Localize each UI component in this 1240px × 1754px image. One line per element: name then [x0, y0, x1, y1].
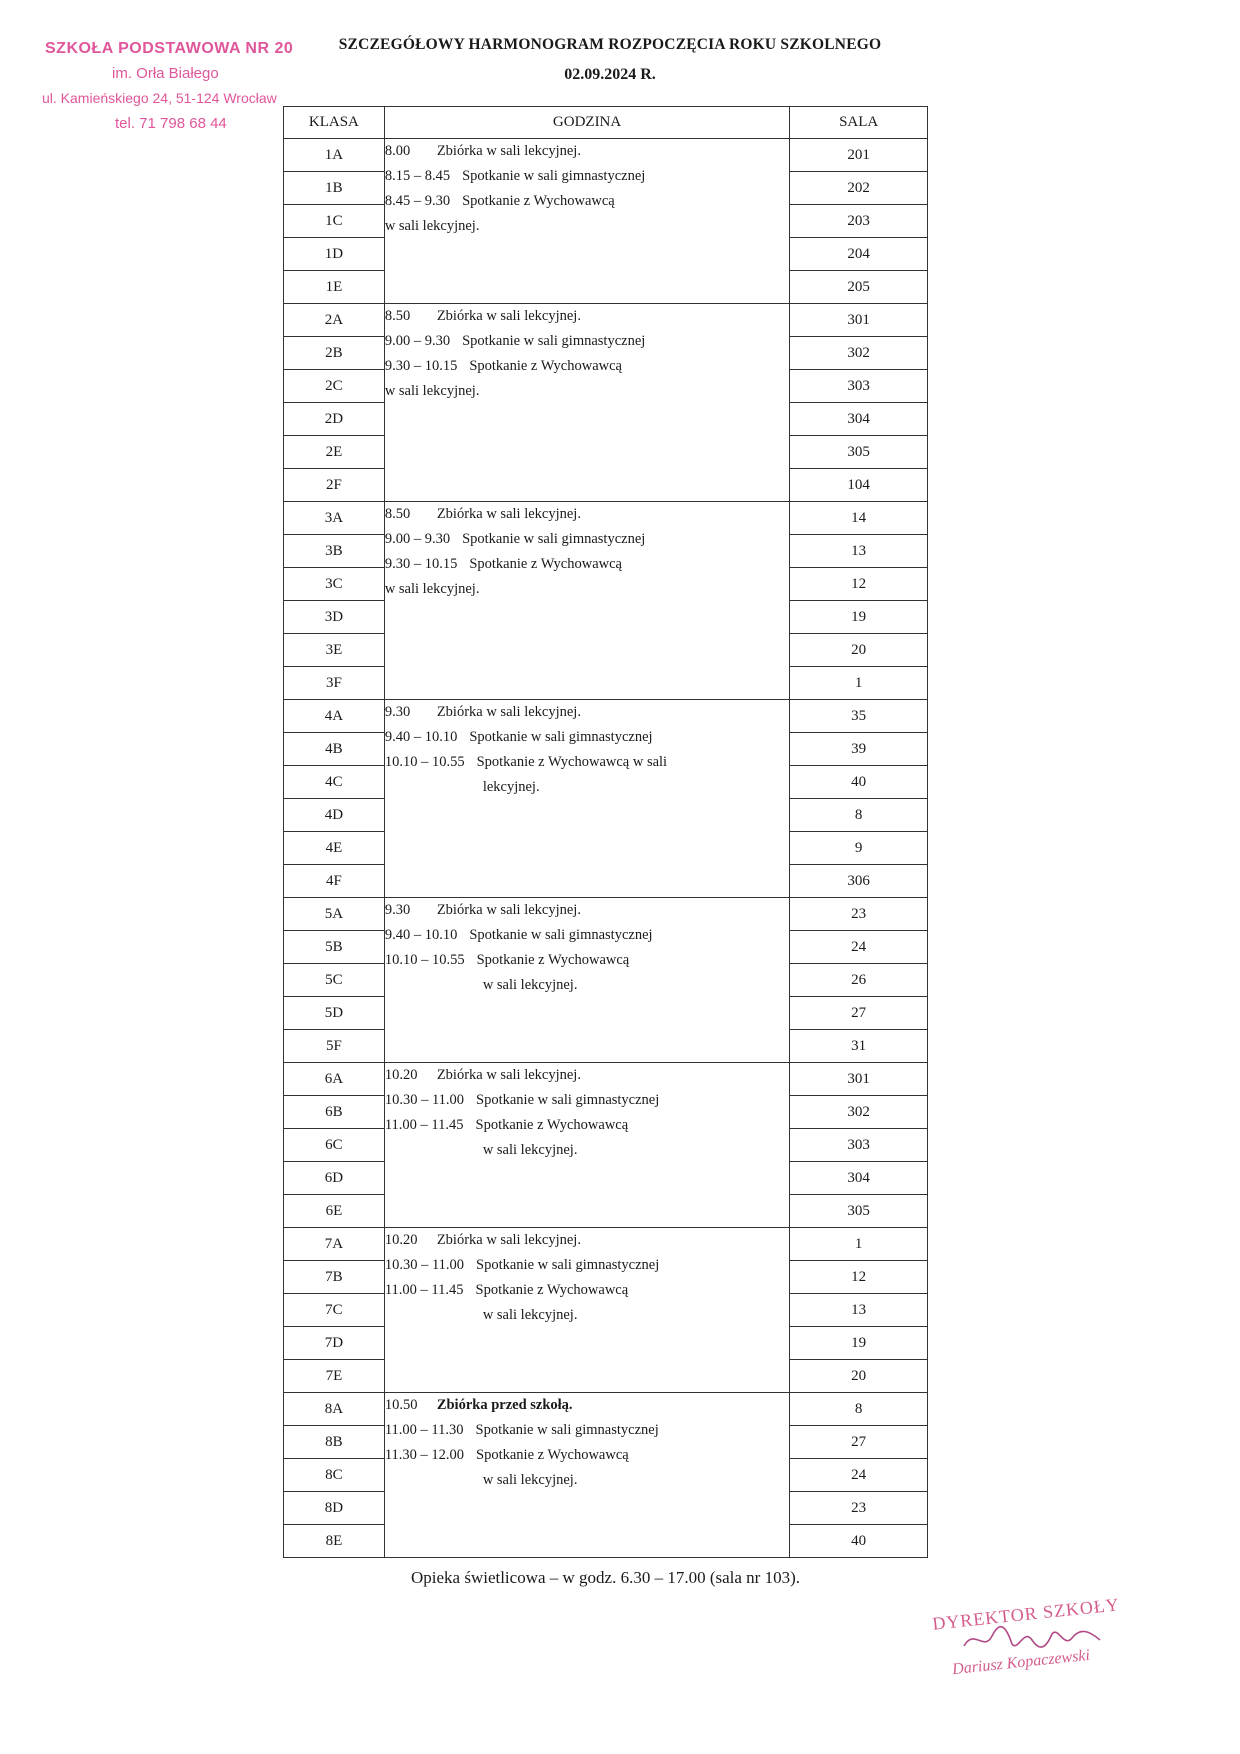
- room-cell: 19: [790, 1327, 928, 1360]
- schedule-line: [385, 700, 790, 725]
- schedule-text: w sali lekcyjnej.: [384, 218, 480, 234]
- table-row: [284, 1393, 928, 1426]
- schedule-text: lekcyjnej.: [482, 779, 540, 795]
- schedule-line: [385, 379, 790, 404]
- schedule-cell: [384, 1063, 790, 1228]
- column-header-godzina: GODZINA: [384, 107, 790, 139]
- schedule-line: [385, 214, 790, 239]
- class-cell: 6E: [284, 1195, 385, 1228]
- room-cell: 203: [790, 205, 928, 238]
- class-cell: 3C: [284, 568, 385, 601]
- class-cell: 3A: [284, 502, 385, 535]
- room-cell: 12: [790, 568, 928, 601]
- class-cell: 8E: [284, 1525, 385, 1558]
- stamp-patron: im. Orła Białego: [112, 65, 219, 82]
- class-cell: 2D: [284, 403, 385, 436]
- schedule-line: [385, 1228, 790, 1253]
- schedule-line: [385, 1303, 790, 1328]
- schedule-cell: [384, 139, 790, 304]
- class-cell: 5F: [284, 1030, 385, 1063]
- schedule-text: w sali lekcyjnej.: [482, 1472, 578, 1488]
- schedule-time: 8.15 – 8.45: [384, 168, 451, 184]
- schedule-time: 8.45 – 9.30: [384, 193, 451, 209]
- schedule-text: Zbiórka w sali lekcyjnej.: [436, 902, 581, 918]
- schedule-text: Spotkanie w sali gimnastycznej: [475, 1422, 659, 1438]
- room-cell: 26: [790, 964, 928, 997]
- schedule-line: [385, 1443, 790, 1468]
- schedule-time: 10.10 – 10.55: [384, 952, 465, 968]
- schedule-time: 9.00 – 9.30: [384, 333, 451, 349]
- schedule-text: Spotkanie z Wychowawcą: [476, 952, 630, 968]
- schedule-line: [385, 552, 790, 577]
- room-cell: 104: [790, 469, 928, 502]
- schedule-text: w sali lekcyjnej.: [482, 1307, 578, 1323]
- class-cell: 7A: [284, 1228, 385, 1261]
- schedule-cell: [384, 1393, 790, 1558]
- room-cell: 305: [790, 436, 928, 469]
- room-cell: 24: [790, 1459, 928, 1492]
- schedule-text: Zbiórka w sali lekcyjnej.: [436, 143, 581, 159]
- schedule-text: Zbiórka w sali lekcyjnej.: [436, 506, 581, 522]
- schedule-text: Spotkanie z Wychowawcą: [476, 1447, 629, 1463]
- room-cell: 303: [790, 370, 928, 403]
- schedule-text: Spotkanie z Wychowawcą w sali: [476, 754, 668, 770]
- schedule-time: 11.30 – 12.00: [384, 1447, 465, 1463]
- class-cell: 5C: [284, 964, 385, 997]
- signature-title: DYREKTOR SZKOŁY: [931, 1594, 1121, 1634]
- schedule-text: Spotkanie w sali gimnastycznej: [462, 333, 646, 349]
- schedule-line: [385, 973, 790, 998]
- schedule-text: Spotkanie w sali gimnastycznej: [469, 927, 653, 943]
- schedule-line: [385, 577, 790, 602]
- class-cell: 7C: [284, 1294, 385, 1327]
- class-cell: 3B: [284, 535, 385, 568]
- schedule-line: [385, 502, 790, 527]
- schedule-cell: [384, 700, 790, 898]
- room-cell: 302: [790, 1096, 928, 1129]
- document-date: 02.09.2024 R.: [564, 66, 656, 83]
- schedule-text: w sali lekcyjnej.: [482, 1142, 578, 1158]
- schedule-text: Spotkanie z Wychowawcą: [469, 556, 622, 572]
- column-header-sala: SALA: [790, 107, 928, 139]
- schedule-time: 10.30 – 11.00: [384, 1092, 465, 1108]
- schedule-text: Spotkanie w sali gimnastycznej: [476, 1257, 660, 1273]
- schedule-line: [385, 775, 790, 800]
- table-row: [284, 502, 928, 535]
- room-cell: 27: [790, 1426, 928, 1459]
- room-cell: 13: [790, 1294, 928, 1327]
- class-cell: 8C: [284, 1459, 385, 1492]
- schedule-table: [283, 106, 928, 1558]
- schedule-text: Spotkanie z Wychowawcą: [469, 358, 622, 374]
- room-cell: 202: [790, 172, 928, 205]
- class-cell: 5B: [284, 931, 385, 964]
- class-cell: 1B: [284, 172, 385, 205]
- room-cell: 302: [790, 337, 928, 370]
- class-cell: 1A: [284, 139, 385, 172]
- room-cell: 40: [790, 1525, 928, 1558]
- table-header-row: [284, 107, 928, 139]
- class-cell: 4A: [284, 700, 385, 733]
- schedule-line: [385, 139, 790, 164]
- schedule-text: Zbiórka przed szkołą.: [436, 1397, 573, 1413]
- schedule-line: [385, 1418, 790, 1443]
- schedule-line: [385, 898, 790, 923]
- class-cell: 7E: [284, 1360, 385, 1393]
- class-cell: 3E: [284, 634, 385, 667]
- class-cell: 6B: [284, 1096, 385, 1129]
- schedule-text: Spotkanie z Wychowawcą: [462, 193, 615, 209]
- schedule-text: w sali lekcyjnej.: [384, 383, 480, 399]
- schedule-text: Spotkanie w sali gimnastycznej: [462, 168, 646, 184]
- schedule-text: Spotkanie w sali gimnastycznej: [476, 1092, 660, 1108]
- schedule-line: [385, 1253, 790, 1278]
- class-cell: 6A: [284, 1063, 385, 1096]
- schedule-line: [385, 329, 790, 354]
- room-cell: 20: [790, 634, 928, 667]
- class-cell: 7D: [284, 1327, 385, 1360]
- schedule-time: 9.00 – 9.30: [384, 531, 451, 547]
- column-header-klasa: KLASA: [284, 107, 385, 139]
- schedule-time: 10.10 – 10.55: [384, 754, 465, 770]
- class-cell: 2E: [284, 436, 385, 469]
- schedule-line: [385, 1468, 790, 1493]
- table-row: [284, 700, 928, 733]
- schedule-text: Spotkanie w sali gimnastycznej: [462, 531, 646, 547]
- class-cell: 4E: [284, 832, 385, 865]
- room-cell: 306: [790, 865, 928, 898]
- class-cell: 2F: [284, 469, 385, 502]
- schedule-line: [385, 304, 790, 329]
- schedule-line: [385, 527, 790, 552]
- room-cell: 23: [790, 898, 928, 931]
- director-signature-stamp: [930, 1594, 1150, 1684]
- schedule-time: 8.50: [384, 308, 411, 324]
- schedule-line: [385, 164, 790, 189]
- schedule-text: Spotkanie w sali gimnastycznej: [469, 729, 653, 745]
- schedule-line: [385, 1278, 790, 1303]
- room-cell: 204: [790, 238, 928, 271]
- room-cell: 24: [790, 931, 928, 964]
- table-row: [284, 1063, 928, 1096]
- schedule-text: Zbiórka w sali lekcyjnej.: [436, 704, 581, 720]
- class-cell: 6C: [284, 1129, 385, 1162]
- class-cell: 3F: [284, 667, 385, 700]
- room-cell: 1: [790, 667, 928, 700]
- table-row: [284, 1228, 928, 1261]
- schedule-time: 11.00 – 11.30: [384, 1422, 464, 1438]
- room-cell: 301: [790, 304, 928, 337]
- schedule-time: 10.20: [384, 1067, 418, 1083]
- schedule-time: 11.00 – 11.45: [384, 1282, 464, 1298]
- class-cell: 4C: [284, 766, 385, 799]
- schedule-line: [385, 948, 790, 973]
- schedule-time: 9.40 – 10.10: [384, 729, 458, 745]
- schedule-time: 11.00 – 11.45: [384, 1117, 464, 1133]
- class-cell: 1D: [284, 238, 385, 271]
- class-cell: 2A: [284, 304, 385, 337]
- schedule-line: [385, 354, 790, 379]
- stamp-school-name: SZKOŁA PODSTAWOWA NR 20: [45, 40, 294, 57]
- schedule-text: Zbiórka w sali lekcyjnej.: [436, 1232, 581, 1248]
- schedule-time: 9.30 – 10.15: [384, 556, 458, 572]
- footer-note: Opieka świetlicowa – w godz. 6.30 – 17.00 (sala nr 103).: [410, 1568, 801, 1587]
- stamp-phone: tel. 71 798 68 44: [115, 115, 227, 132]
- schedule-line: [385, 923, 790, 948]
- schedule-time: 10.30 – 11.00: [384, 1257, 465, 1273]
- schedule-time: 9.30: [384, 902, 411, 918]
- schedule-time: 9.30 – 10.15: [384, 358, 458, 374]
- room-cell: 31: [790, 1030, 928, 1063]
- schedule-line: [385, 1063, 790, 1088]
- room-cell: 27: [790, 997, 928, 1030]
- room-cell: 1: [790, 1228, 928, 1261]
- room-cell: 201: [790, 139, 928, 172]
- schedule-line: [385, 189, 790, 214]
- schedule-line: [385, 1113, 790, 1138]
- class-cell: 1E: [284, 271, 385, 304]
- class-cell: 6D: [284, 1162, 385, 1195]
- class-cell: 4D: [284, 799, 385, 832]
- table-row: [284, 139, 928, 172]
- class-cell: 7B: [284, 1261, 385, 1294]
- schedule-text: w sali lekcyjnej.: [482, 977, 578, 993]
- schedule-text: Zbiórka w sali lekcyjnej.: [436, 308, 581, 324]
- room-cell: 205: [790, 271, 928, 304]
- class-cell: 5D: [284, 997, 385, 1030]
- schedule-text: Zbiórka w sali lekcyjnej.: [436, 1067, 581, 1083]
- schedule-time: 8.00: [384, 143, 411, 159]
- class-cell: 4B: [284, 733, 385, 766]
- class-cell: 1C: [284, 205, 385, 238]
- room-cell: 12: [790, 1261, 928, 1294]
- schedule-time: 10.20: [384, 1232, 418, 1248]
- table-row: [284, 898, 928, 931]
- class-cell: 2B: [284, 337, 385, 370]
- schedule-line: [385, 1393, 790, 1418]
- schedule-time: 9.40 – 10.10: [384, 927, 458, 943]
- room-cell: 305: [790, 1195, 928, 1228]
- schedule-time: 9.30: [384, 704, 411, 720]
- schedule-line: [385, 725, 790, 750]
- room-cell: 23: [790, 1492, 928, 1525]
- room-cell: 14: [790, 502, 928, 535]
- schedule-cell: [384, 502, 790, 700]
- room-cell: 303: [790, 1129, 928, 1162]
- schedule-line: [385, 750, 790, 775]
- schedule-text: Spotkanie z Wychowawcą: [475, 1282, 629, 1298]
- room-cell: 301: [790, 1063, 928, 1096]
- room-cell: 19: [790, 601, 928, 634]
- signature-name: Dariusz Kopaczewski: [951, 1646, 1091, 1679]
- schedule-cell: [384, 304, 790, 502]
- schedule-cell: [384, 1228, 790, 1393]
- schedule-text: w sali lekcyjnej.: [384, 581, 480, 597]
- room-cell: 304: [790, 1162, 928, 1195]
- schedule-body: [284, 139, 928, 1558]
- room-cell: 304: [790, 403, 928, 436]
- schedule-time: 8.50: [384, 506, 411, 522]
- room-cell: 8: [790, 1393, 928, 1426]
- room-cell: 35: [790, 700, 928, 733]
- schedule-line: [385, 1088, 790, 1113]
- room-cell: 40: [790, 766, 928, 799]
- class-cell: 8A: [284, 1393, 385, 1426]
- room-cell: 39: [790, 733, 928, 766]
- table-row: [284, 304, 928, 337]
- document-title: SZCZEGÓŁOWY HARMONOGRAM ROZPOCZĘCIA ROKU SZKOLNEGO: [338, 36, 882, 53]
- room-cell: 9: [790, 832, 928, 865]
- class-cell: 8D: [284, 1492, 385, 1525]
- class-cell: 8B: [284, 1426, 385, 1459]
- room-cell: 13: [790, 535, 928, 568]
- room-cell: 8: [790, 799, 928, 832]
- class-cell: 3D: [284, 601, 385, 634]
- schedule-text: Spotkanie z Wychowawcą: [475, 1117, 629, 1133]
- class-cell: 4F: [284, 865, 385, 898]
- room-cell: 20: [790, 1360, 928, 1393]
- schedule-cell: [384, 898, 790, 1063]
- class-cell: 5A: [284, 898, 385, 931]
- schedule-time: 10.50: [384, 1397, 418, 1413]
- stamp-address: ul. Kamieńskiego 24, 51-124 Wrocław: [42, 90, 277, 106]
- class-cell: 2C: [284, 370, 385, 403]
- schedule-line: [385, 1138, 790, 1163]
